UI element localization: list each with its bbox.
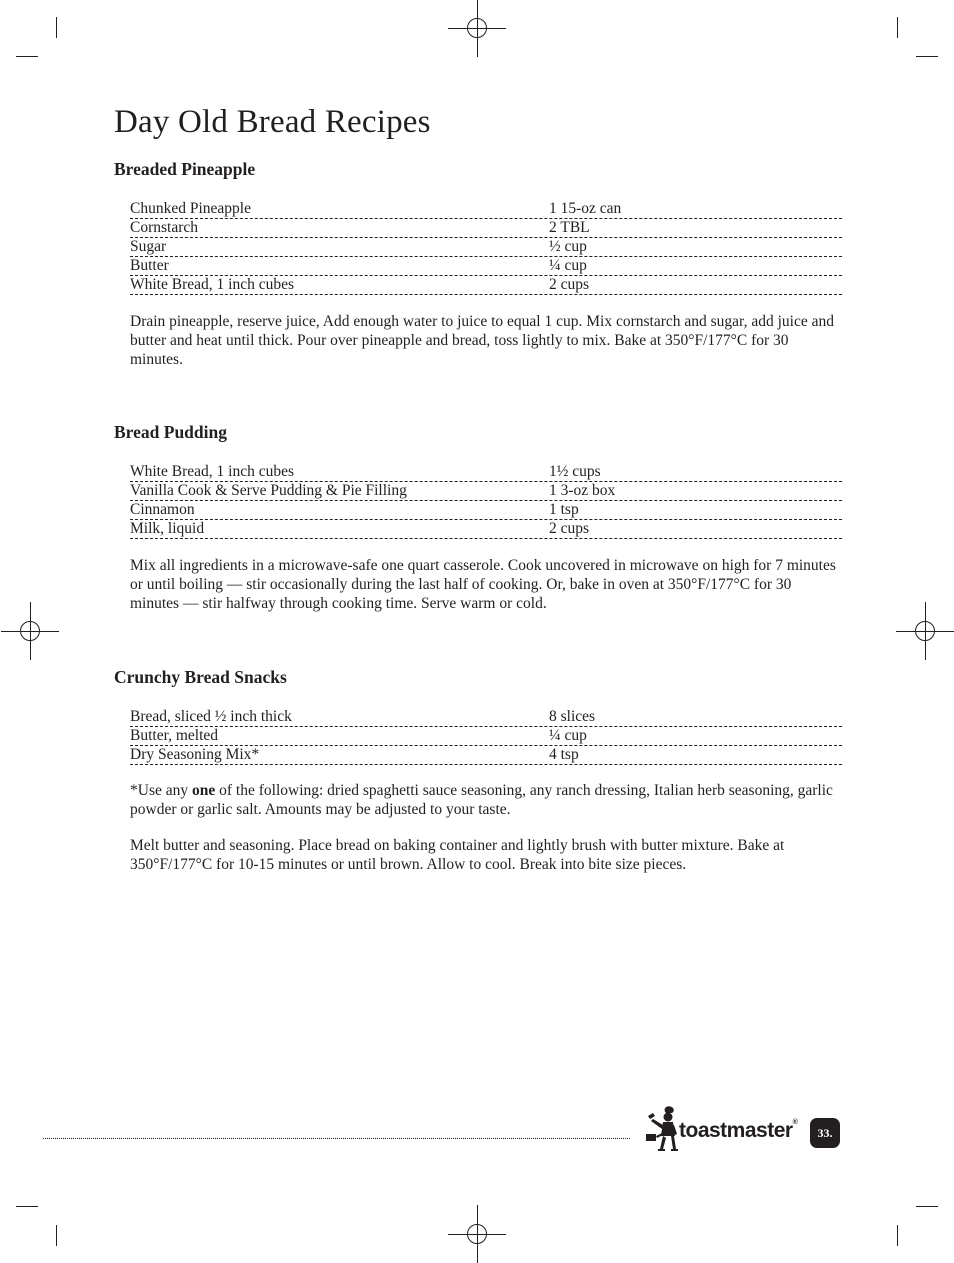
ingredient-qty: 1½ cups — [549, 463, 601, 480]
recipe-heading: Crunchy Bread Snacks — [114, 667, 287, 687]
ingredient-row — [130, 501, 842, 520]
registered-mark: ® — [792, 1119, 798, 1126]
ingredient-qty: 2 cups — [549, 276, 590, 293]
recipe-heading: Breaded Pineapple — [114, 159, 256, 179]
ingredient-name: Bread, sliced ½ inch thick — [130, 708, 292, 725]
ingredient-table — [130, 463, 842, 539]
ingredient-qty: 1 tsp — [549, 501, 579, 518]
ingredient-row — [130, 520, 842, 539]
crop-mark — [56, 17, 57, 38]
ingredient-row — [130, 746, 842, 765]
registration-mark-icon — [20, 621, 40, 641]
seasoning-note — [130, 781, 842, 819]
footer-divider — [43, 1138, 630, 1139]
brand-name — [679, 1119, 797, 1143]
ingredient-qty: 2 cups — [549, 520, 590, 537]
page-title: Day Old Bread Recipes — [114, 104, 431, 140]
crop-mark — [916, 56, 938, 57]
ingredient-row — [130, 727, 842, 746]
crop-mark — [916, 1206, 938, 1207]
crop-mark — [16, 56, 38, 57]
ingredient-qty: 4 tsp — [549, 746, 579, 763]
ingredient-name: Butter — [130, 257, 169, 274]
ingredient-row — [130, 238, 842, 257]
ingredient-qty: 1 3-oz box — [549, 482, 616, 499]
recipe-breaded-pineapple — [114, 159, 842, 369]
recipe-directions: Drain pineapple, reserve juice, Add enough water to juice to equal 1 cup. Mix cornstarch and sugar, add juice and butter and heat until thick. Pour over pineapple and bread, toss lightly to mix. Bake at 350°F/177°C for 30 minutes. — [130, 313, 834, 368]
crop-mark — [897, 17, 898, 38]
page-number-badge: 33. — [810, 1118, 840, 1148]
ingredient-table — [130, 708, 842, 765]
note-emphasis: one — [192, 782, 216, 799]
ingredient-name: Butter, melted — [130, 727, 219, 744]
ingredient-qty: ¼ cup — [549, 727, 587, 744]
ingredient-row — [130, 219, 842, 238]
registration-mark-icon — [467, 1224, 487, 1244]
recipe-bread-pudding — [114, 422, 842, 613]
registration-mark-icon — [915, 621, 935, 641]
ingredient-row — [130, 257, 842, 276]
ingredient-name: Cornstarch — [130, 219, 199, 236]
recipe-crunchy-bread-snacks — [114, 667, 842, 874]
ingredient-qty: ¼ cup — [549, 257, 587, 274]
ingredient-name: Vanilla Cook & Serve Pudding & Pie Filling — [130, 482, 407, 499]
brand-logo — [644, 1104, 804, 1152]
ingredient-name: White Bread, 1 inch cubes — [130, 276, 294, 293]
chef-mascot-icon — [644, 1104, 678, 1152]
recipe-heading: Bread Pudding — [114, 422, 227, 442]
crop-mark — [897, 1225, 898, 1246]
ingredient-row — [130, 708, 842, 727]
brand-wordmark: toastmaster — [679, 1119, 793, 1142]
ingredient-row — [130, 482, 842, 501]
ingredient-name: Milk, liquid — [130, 520, 205, 537]
ingredient-row — [130, 276, 842, 295]
note-suffix: of the following: dried spaghetti sauce seasoning, any ranch dressing, Italian herb seasoning, garlic powder or garlic salt. Amounts may be adjusted to your taste. — [130, 782, 833, 818]
ingredient-name: Sugar — [130, 238, 167, 255]
ingredient-row — [130, 200, 842, 219]
note-prefix: *Use any — [130, 782, 192, 799]
recipe-directions: Melt butter and seasoning. Place bread on baking container and lightly brush with butter mixture. Bake at 350°F/177°C for 10-15 minutes or until brown. Allow to cool. Break into bite size pieces. — [130, 837, 785, 873]
registration-mark-icon — [467, 18, 487, 38]
ingredient-name: Cinnamon — [130, 501, 195, 518]
ingredient-qty: 2 TBL — [549, 219, 590, 236]
ingredient-qty: 1 15-oz can — [549, 200, 622, 217]
ingredient-row — [130, 463, 842, 482]
ingredient-qty: ½ cup — [549, 238, 587, 255]
ingredient-name: White Bread, 1 inch cubes — [130, 463, 294, 480]
ingredient-table — [130, 200, 842, 295]
recipe-directions: Mix all ingredients in a microwave-safe one quart casserole. Cook uncovered in microwave on high for 7 minutes or until boiling — stir occasionally during the last half of cooking. Or, bake in oven at 350°F/177°C for 30 minutes — stir halfway through cooking time. Serve warm or cold. — [130, 557, 836, 612]
ingredient-qty: 8 slices — [549, 708, 596, 725]
crop-mark — [56, 1225, 57, 1246]
ingredient-name: Chunked Pineapple — [130, 200, 251, 217]
ingredient-name: Dry Seasoning Mix* — [130, 746, 260, 763]
crop-mark — [16, 1206, 38, 1207]
